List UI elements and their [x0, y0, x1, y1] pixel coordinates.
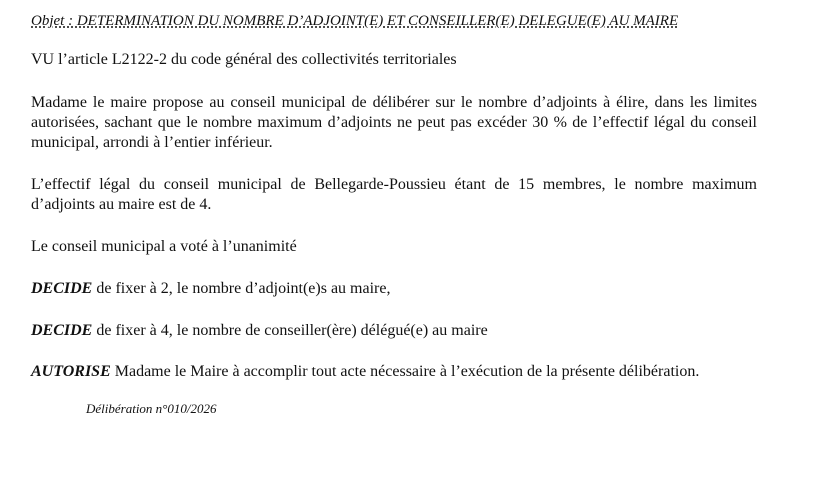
- autorise-keyword: AUTORISE: [31, 363, 111, 380]
- vu-article-paragraph: VU l’article L2122-2 du code général des collectivités territoriales: [31, 51, 457, 68]
- effectif-paragraph: L’effectif légal du conseil municipal de Bellegarde-Poussieu étant de 15 membres, le nombre maximum d’adjoints au maire est de 4.: [31, 176, 757, 213]
- deliberation-reference: Délibération n°010/2026: [86, 401, 217, 416]
- objet-heading: Objet : DETERMINATION DU NOMBRE D’ADJOINT(E) ET CONSEILLER(E) DELEGUE(E) AU MAIRE: [31, 13, 679, 29]
- proposal-paragraph: Madame le maire propose au conseil municipal de délibérer sur le nombre d’adjoints à élire, dans les limites autorisées, sachant que le nombre maximum d’adjoints ne peut pas excéder 30 % de l’effectif légal du conseil municipal, arrondi à l’entier inférieur.: [31, 94, 757, 151]
- autorise-text: Madame le Maire à accomplir tout acte nécessaire à l’exécution de la présente délibération.: [110, 363, 700, 380]
- decide-conseillers-paragraph: [31, 321, 757, 341]
- decide-conseillers-text: de fixer à 4, le nombre de conseiller(ère) délégué(e) au maire: [92, 322, 488, 339]
- autorise-paragraph: [31, 362, 757, 382]
- document-page: [31, 12, 757, 417]
- decide-keyword: DECIDE: [31, 322, 93, 339]
- decide-adjoints-text: de fixer à 2, le nombre d’adjoint(e)s au maire,: [92, 280, 391, 297]
- decide-keyword: DECIDE: [31, 280, 93, 297]
- vote-paragraph: Le conseil municipal a voté à l’unanimité: [31, 238, 297, 255]
- decide-adjoints-paragraph: [31, 279, 757, 299]
